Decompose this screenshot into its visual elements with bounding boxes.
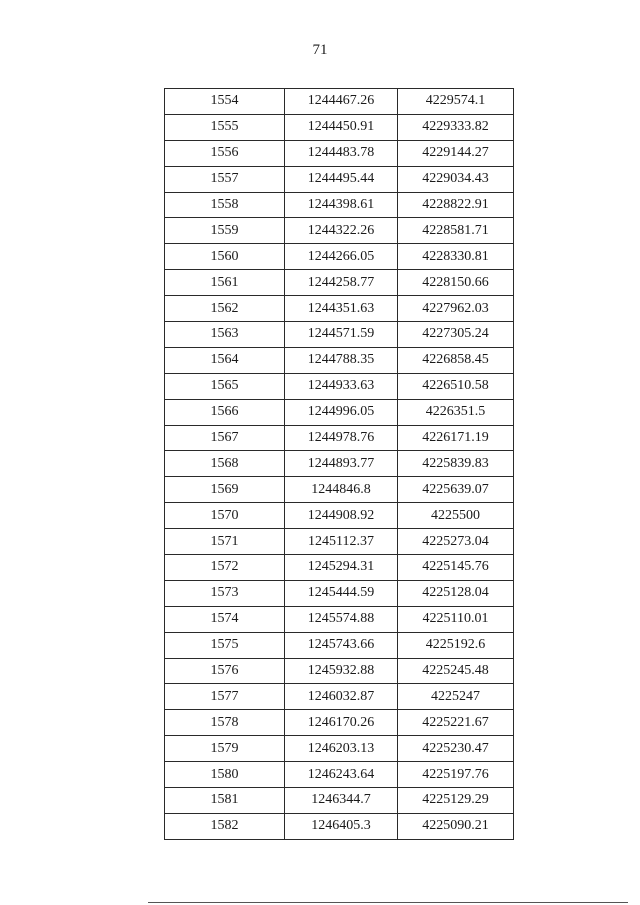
- coordinates-table: [164, 88, 514, 840]
- table-row: [165, 477, 514, 503]
- table-row: [165, 580, 514, 606]
- x-coordinate-cell: 1245574.88: [285, 606, 398, 632]
- point-number-cell: 1576: [165, 658, 285, 684]
- x-coordinate-cell: 1244483.78: [285, 140, 398, 166]
- table-row: [165, 296, 514, 322]
- point-number-cell: 1565: [165, 373, 285, 399]
- y-coordinate-cell: 4229144.27: [398, 140, 514, 166]
- table-row: [165, 606, 514, 632]
- x-coordinate-cell: 1244978.76: [285, 425, 398, 451]
- x-coordinate-cell: 1246203.13: [285, 736, 398, 762]
- x-coordinate-cell: 1244495.44: [285, 166, 398, 192]
- table-row: [165, 813, 514, 839]
- point-number-cell: 1572: [165, 555, 285, 581]
- point-number-cell: 1563: [165, 322, 285, 348]
- x-coordinate-cell: 1245294.31: [285, 555, 398, 581]
- table-row: [165, 114, 514, 140]
- x-coordinate-cell: 1246243.64: [285, 762, 398, 788]
- point-number-cell: 1560: [165, 244, 285, 270]
- x-coordinate-cell: 1244467.26: [285, 89, 398, 115]
- y-coordinate-cell: 4229034.43: [398, 166, 514, 192]
- table-row: [165, 322, 514, 348]
- point-number-cell: 1581: [165, 788, 285, 814]
- x-coordinate-cell: 1244908.92: [285, 503, 398, 529]
- y-coordinate-cell: 4225129.29: [398, 788, 514, 814]
- x-coordinate-cell: 1244258.77: [285, 270, 398, 296]
- table-row: [165, 192, 514, 218]
- table-row: [165, 632, 514, 658]
- point-number-cell: 1577: [165, 684, 285, 710]
- point-number-cell: 1575: [165, 632, 285, 658]
- x-coordinate-cell: 1244571.59: [285, 322, 398, 348]
- point-number-cell: 1557: [165, 166, 285, 192]
- y-coordinate-cell: 4225110.01: [398, 606, 514, 632]
- table-row: [165, 347, 514, 373]
- x-coordinate-cell: 1244996.05: [285, 399, 398, 425]
- y-coordinate-cell: 4226858.45: [398, 347, 514, 373]
- x-coordinate-cell: 1244398.61: [285, 192, 398, 218]
- table-row: [165, 529, 514, 555]
- y-coordinate-cell: 4225090.21: [398, 813, 514, 839]
- point-number-cell: 1564: [165, 347, 285, 373]
- table-row: [165, 555, 514, 581]
- point-number-cell: 1580: [165, 762, 285, 788]
- table-row: [165, 218, 514, 244]
- point-number-cell: 1559: [165, 218, 285, 244]
- point-number-cell: 1573: [165, 580, 285, 606]
- y-coordinate-cell: 4226351.5: [398, 399, 514, 425]
- y-coordinate-cell: 4225197.76: [398, 762, 514, 788]
- table-row: [165, 425, 514, 451]
- y-coordinate-cell: 4225273.04: [398, 529, 514, 555]
- x-coordinate-cell: 1244846.8: [285, 477, 398, 503]
- table-row: [165, 89, 514, 115]
- x-coordinate-cell: 1246405.3: [285, 813, 398, 839]
- table-row: [165, 244, 514, 270]
- table-row: [165, 710, 514, 736]
- y-coordinate-cell: 4227962.03: [398, 296, 514, 322]
- y-coordinate-cell: 4229574.1: [398, 89, 514, 115]
- x-coordinate-cell: 1246170.26: [285, 710, 398, 736]
- y-coordinate-cell: 4225221.67: [398, 710, 514, 736]
- y-coordinate-cell: 4228150.66: [398, 270, 514, 296]
- point-number-cell: 1566: [165, 399, 285, 425]
- point-number-cell: 1555: [165, 114, 285, 140]
- y-coordinate-cell: 4225192.6: [398, 632, 514, 658]
- table-row: [165, 399, 514, 425]
- x-coordinate-cell: 1244450.91: [285, 114, 398, 140]
- x-coordinate-cell: 1245112.37: [285, 529, 398, 555]
- point-number-cell: 1579: [165, 736, 285, 762]
- y-coordinate-cell: 4225245.48: [398, 658, 514, 684]
- table-row: [165, 166, 514, 192]
- point-number-cell: 1556: [165, 140, 285, 166]
- coordinates-table-body: [165, 89, 514, 840]
- point-number-cell: 1569: [165, 477, 285, 503]
- y-coordinate-cell: 4226510.58: [398, 373, 514, 399]
- x-coordinate-cell: 1244322.26: [285, 218, 398, 244]
- y-coordinate-cell: 4225230.47: [398, 736, 514, 762]
- y-coordinate-cell: 4225639.07: [398, 477, 514, 503]
- point-number-cell: 1562: [165, 296, 285, 322]
- point-number-cell: 1574: [165, 606, 285, 632]
- table-row: [165, 788, 514, 814]
- y-coordinate-cell: 4228822.91: [398, 192, 514, 218]
- point-number-cell: 1570: [165, 503, 285, 529]
- point-number-cell: 1568: [165, 451, 285, 477]
- y-coordinate-cell: 4228581.71: [398, 218, 514, 244]
- y-coordinate-cell: 4228330.81: [398, 244, 514, 270]
- y-coordinate-cell: 4225128.04: [398, 580, 514, 606]
- y-coordinate-cell: 4225247: [398, 684, 514, 710]
- point-number-cell: 1567: [165, 425, 285, 451]
- x-coordinate-cell: 1244351.63: [285, 296, 398, 322]
- table-row: [165, 684, 514, 710]
- y-coordinate-cell: 4225839.83: [398, 451, 514, 477]
- x-coordinate-cell: 1244788.35: [285, 347, 398, 373]
- x-coordinate-cell: 1245743.66: [285, 632, 398, 658]
- bottom-rule: [148, 902, 628, 903]
- x-coordinate-cell: 1244933.63: [285, 373, 398, 399]
- point-number-cell: 1561: [165, 270, 285, 296]
- x-coordinate-cell: 1244893.77: [285, 451, 398, 477]
- table-row: [165, 762, 514, 788]
- point-number-cell: 1578: [165, 710, 285, 736]
- y-coordinate-cell: 4227305.24: [398, 322, 514, 348]
- table-row: [165, 270, 514, 296]
- table-row: [165, 658, 514, 684]
- x-coordinate-cell: 1246344.7: [285, 788, 398, 814]
- table-row: [165, 140, 514, 166]
- y-coordinate-cell: 4225500: [398, 503, 514, 529]
- table-row: [165, 451, 514, 477]
- x-coordinate-cell: 1245932.88: [285, 658, 398, 684]
- x-coordinate-cell: 1245444.59: [285, 580, 398, 606]
- y-coordinate-cell: 4225145.76: [398, 555, 514, 581]
- point-number-cell: 1554: [165, 89, 285, 115]
- x-coordinate-cell: 1246032.87: [285, 684, 398, 710]
- y-coordinate-cell: 4226171.19: [398, 425, 514, 451]
- table-row: [165, 503, 514, 529]
- table-row: [165, 373, 514, 399]
- point-number-cell: 1571: [165, 529, 285, 555]
- y-coordinate-cell: 4229333.82: [398, 114, 514, 140]
- page-number: 71: [312, 42, 328, 58]
- point-number-cell: 1558: [165, 192, 285, 218]
- x-coordinate-cell: 1244266.05: [285, 244, 398, 270]
- table-row: [165, 736, 514, 762]
- point-number-cell: 1582: [165, 813, 285, 839]
